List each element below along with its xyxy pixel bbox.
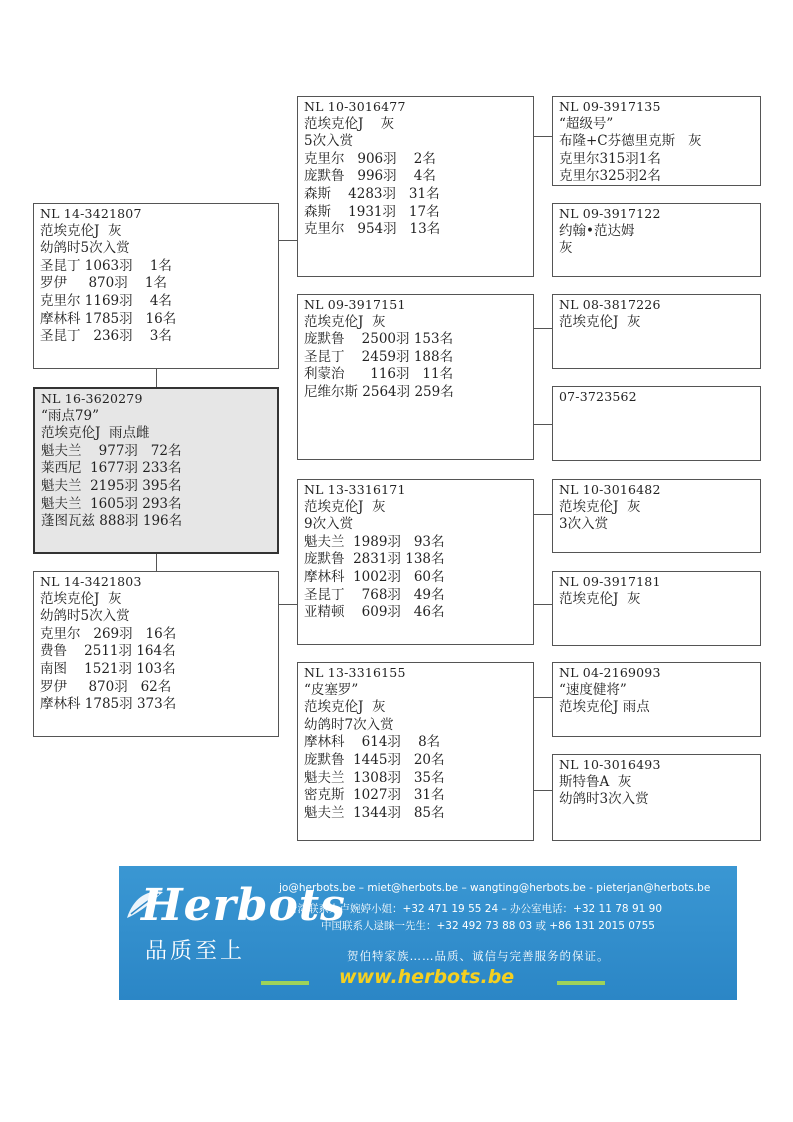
ds-dam-card — [552, 571, 761, 646]
ring-number: NL 10-3016493 — [559, 757, 661, 772]
race-result: 魁夫兰 977羽 72名 — [41, 442, 182, 459]
info-line: “速度健将” — [559, 681, 627, 698]
info-line: 范埃克伦J 灰 — [40, 222, 122, 239]
race-result: 圣昆丁 2459羽 188名 — [304, 348, 454, 365]
ring-number: NL 10-3016482 — [559, 482, 661, 497]
info-line: 范埃克伦J 雨点 — [559, 699, 650, 716]
ring-number: NL 09-3917135 — [559, 99, 661, 114]
info-line: 范埃克伦J 灰 — [304, 115, 395, 132]
race-result: 克里尔 1169羽 4名 — [40, 292, 172, 309]
ring-number: NL 14-3421807 — [40, 206, 142, 221]
info-line: 范埃克伦J 灰 — [559, 498, 641, 515]
connector-line — [533, 514, 552, 515]
ring-number: NL 14-3421803 — [40, 574, 142, 589]
ring-number: NL 09-3917151 — [304, 297, 406, 312]
race-result: 摩林科 1002羽 60名 — [304, 568, 445, 585]
race-result: 魁夫兰 1989羽 93名 — [304, 533, 445, 550]
ring-number: NL 13-3316155 — [304, 665, 406, 680]
ss-dam-card — [552, 203, 761, 277]
info-line: 范埃克伦J 灰 — [304, 313, 386, 330]
info-line: 范埃克伦J 灰 — [559, 313, 641, 330]
china-contact: 中国联系人逯睐一先生：+32 492 73 88 03 或 +86 131 2015 0755 — [321, 920, 655, 932]
race-result: 魁夫兰 2195羽 395名 — [41, 477, 182, 494]
ring-number: NL 13-3316171 — [304, 482, 406, 497]
info-line: 5次入赏 — [304, 133, 354, 150]
race-result: 罗伊 870羽 62名 — [40, 678, 172, 695]
ring-number: 07-3723562 — [559, 389, 637, 404]
race-result: 摩林科 1785羽 373名 — [40, 696, 177, 713]
race-result: 利蒙治 116羽 11名 — [304, 366, 454, 383]
race-result: 庞默鲁 2500羽 153名 — [304, 331, 454, 348]
sire-card — [33, 203, 279, 369]
connector-line — [278, 240, 297, 241]
ring-number: NL 16-3620279 — [41, 391, 143, 406]
connector-line — [533, 328, 552, 329]
sd-dam-card — [552, 386, 761, 461]
race-result: 森斯 1931羽 17名 — [304, 203, 440, 220]
race-result: 魁夫兰 1308羽 35名 — [304, 769, 445, 786]
website-link[interactable]: www.herbots.be — [339, 966, 515, 988]
connector-line — [533, 790, 552, 791]
race-result: 圣昆丁 768羽 49名 — [304, 586, 445, 603]
connector-line — [156, 553, 157, 572]
taiwan-contact: 台湾联系人卢婉婷小姐：+32 471 19 55 24 – 办公室电话：+32 11 78 91 90 — [287, 903, 663, 915]
race-result: 圣昆丁 1063羽 1名 — [40, 257, 172, 274]
info-line: 幼鸽时5次入赏 — [40, 608, 130, 625]
connector-line — [156, 368, 157, 388]
dd-sire-card — [552, 662, 761, 737]
race-result: 亚精顿 609羽 46名 — [304, 604, 445, 621]
herbots-banner — [119, 866, 737, 1000]
race-result: 费鲁 2511羽 164名 — [40, 643, 176, 660]
info-line: 3次入赏 — [559, 516, 609, 533]
sire-sire-card — [297, 96, 534, 277]
dam-dam-card — [297, 662, 534, 841]
race-result: 魁夫兰 1344羽 85名 — [304, 804, 445, 821]
race-result: 蓬图瓦兹 888羽 196名 — [41, 513, 183, 530]
ring-number: NL 08-3817226 — [559, 297, 661, 312]
info-line: 范埃克伦J 灰 — [304, 699, 386, 716]
race-result: 摩林科 1785羽 16名 — [40, 310, 177, 327]
info-line: 克里尔315羽1名 — [559, 150, 661, 167]
race-result: 庞默鲁 2831羽 138名 — [304, 551, 445, 568]
info-line: 范埃克伦J 灰 — [304, 498, 386, 515]
race-result: 魁夫兰 1605羽 293名 — [41, 495, 182, 512]
info-line: 范埃克伦J 灰 — [40, 590, 122, 607]
race-result: 克里尔 906羽 2名 — [304, 150, 436, 167]
decorative-dash — [557, 981, 605, 985]
ring-number: NL 10-3016477 — [304, 99, 406, 114]
info-line: 克里尔325羽2名 — [559, 168, 661, 185]
decorative-dash — [261, 981, 309, 985]
race-result: 克里尔 954羽 13名 — [304, 221, 441, 238]
info-line: “超级号” — [559, 115, 614, 132]
race-result: 森斯 4283羽 31名 — [304, 185, 440, 202]
motto: 贺伯特家族……品质、诚信与完善服务的保证。 — [347, 949, 610, 963]
info-line: 幼鸽时7次入赏 — [304, 716, 394, 733]
info-line: 幼鸽时3次入赏 — [559, 791, 649, 808]
info-line: 9次入赏 — [304, 516, 354, 533]
brand-logo: Herbots — [141, 880, 346, 931]
email-contacts[interactable]: jo@herbots.be – miet@herbots.be – wangting@herbots.be - pieterjan@herbots.be — [279, 882, 711, 894]
info-line: 布隆+C芬德里克斯 灰 — [559, 133, 702, 150]
subject-card — [33, 387, 279, 554]
race-result: 莱西尼 1677羽 233名 — [41, 460, 182, 477]
dam-card — [33, 571, 279, 737]
race-result: 庞默鲁 996羽 4名 — [304, 168, 436, 185]
info-line: 范埃克伦J 灰 — [559, 590, 641, 607]
ring-number: NL 09-3917122 — [559, 206, 661, 221]
connector-line — [533, 604, 552, 605]
ds-sire-card — [552, 479, 761, 553]
sire-dam-card — [297, 294, 534, 460]
dd-dam-card — [552, 754, 761, 841]
ss-sire-card — [552, 96, 761, 186]
race-result: 密克斯 1027羽 31名 — [304, 787, 445, 804]
info-line: 约翰•范达姆 — [559, 222, 635, 239]
ring-number: NL 04-2169093 — [559, 665, 661, 680]
race-result: 南图 1521羽 103名 — [40, 660, 176, 677]
info-line: 范埃克伦J 雨点雌 — [41, 425, 150, 442]
info-line: 斯特鲁A 灰 — [559, 773, 632, 790]
connector-line — [533, 424, 552, 425]
info-line: “雨点79” — [41, 407, 99, 424]
dam-sire-card — [297, 479, 534, 645]
race-result: 摩林科 614羽 8名 — [304, 734, 441, 751]
connector-line — [533, 697, 552, 698]
info-line: 灰 — [559, 240, 573, 257]
info-line: “皮塞罗” — [304, 681, 359, 698]
connector-line — [278, 604, 297, 605]
race-result: 罗伊 870羽 1名 — [40, 275, 167, 292]
connector-line — [533, 136, 552, 137]
info-line: 幼鸽时5次入赏 — [40, 240, 130, 257]
race-result: 圣昆丁 236羽 3名 — [40, 328, 172, 345]
slogan: 品质至上 — [145, 939, 246, 964]
race-result: 庞默鲁 1445羽 20名 — [304, 751, 445, 768]
sd-sire-card — [552, 294, 761, 369]
race-result: 克里尔 269羽 16名 — [40, 625, 177, 642]
ring-number: NL 09-3917181 — [559, 574, 661, 589]
race-result: 尼维尔斯 2564羽 259名 — [304, 383, 454, 400]
